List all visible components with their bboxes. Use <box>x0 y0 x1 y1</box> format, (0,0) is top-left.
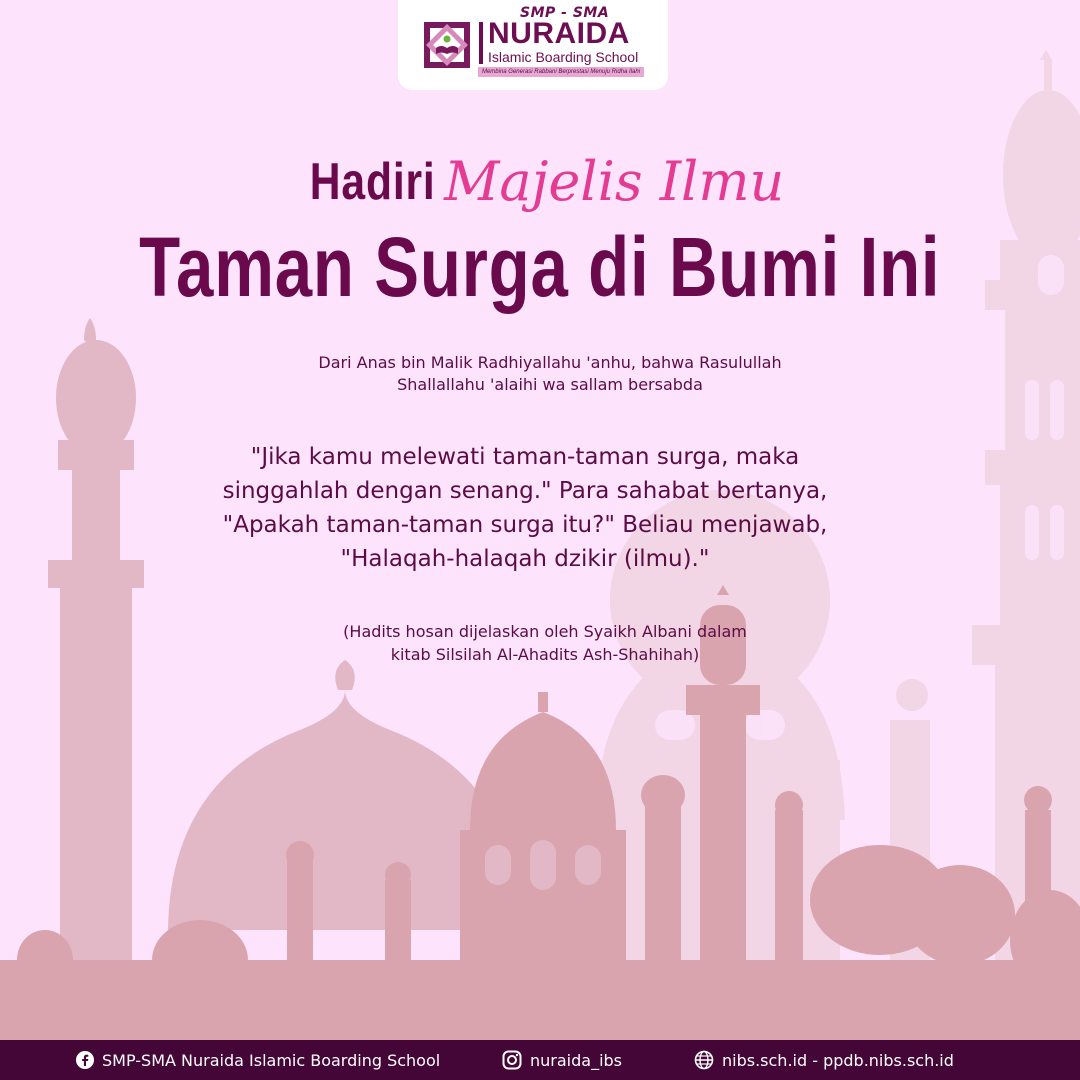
hadith-narrator-intro: Dari Anas bin Malik Radhiyallahu 'anhu, bahwa Rasulullah Shallallahu 'alaihi wa sallam bersabda <box>318 353 782 394</box>
footer-website[interactable] <box>694 1040 954 1080</box>
hadith-quote: "Jika kamu melewati taman-taman surga, maka singgahlah dengan senang." Para sahabat bertanya, "Apakah taman-taman surga itu?" Beliau menjawab, "Halaqah-halaqah dzikir (ilmu)." <box>222 444 828 572</box>
headline-line-1 <box>0 150 1080 213</box>
headline-word-hadiri: Hadiri <box>309 152 436 211</box>
logo-tagline: Membina Generasi Rabbani Berprestasi Menuju Ridha Ilahi <box>478 67 644 77</box>
footer-instagram-label: nuraida_ibs <box>530 1050 623 1070</box>
school-logo-card[interactable] <box>398 0 668 90</box>
logo-level-label: SMP - SMA <box>520 5 610 21</box>
footer-facebook[interactable] <box>76 1040 440 1080</box>
footer-instagram[interactable] <box>502 1040 622 1080</box>
logo-school-name: NURAIDA <box>488 17 630 50</box>
logo-school-subtitle: Islamic Boarding School <box>488 49 639 65</box>
hadith-source: (Hadits hosan dijelaskan oleh Syaikh Albani dalam kitab Silsilah Al-Ahadits Ash-Shahihah) <box>343 622 747 664</box>
headline-main-title: Taman Surga di Bumi Ini <box>139 220 941 314</box>
footer-facebook-label: SMP-SMA Nuraida Islamic Boarding School <box>102 1050 441 1070</box>
footer-website-label: nibs.sch.id - ppdb.nibs.sch.id <box>722 1050 954 1070</box>
headline-script-majelis-ilmu: Majelis Ilmu <box>444 150 785 213</box>
facebook-icon <box>76 1051 94 1069</box>
footer-bar <box>0 1040 1080 1080</box>
logo-divider <box>479 22 483 64</box>
school-emblem-icon <box>420 18 474 70</box>
globe-icon <box>694 1050 714 1070</box>
instagram-icon <box>502 1050 522 1070</box>
headline-line-2 <box>0 222 1080 312</box>
